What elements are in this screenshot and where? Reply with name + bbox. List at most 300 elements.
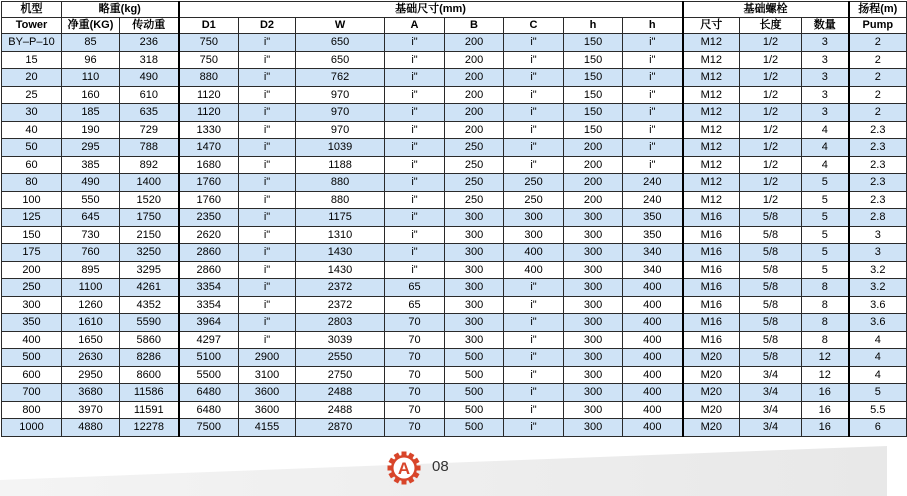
table-cell: BY–P–10 bbox=[2, 34, 62, 52]
table-cell: 300 bbox=[564, 401, 623, 419]
table-row bbox=[2, 209, 907, 227]
table-cell: 2 bbox=[849, 104, 907, 122]
table-cell: 12278 bbox=[120, 419, 179, 437]
table-cell: 5100 bbox=[179, 349, 239, 367]
table-cell: i" bbox=[239, 51, 296, 69]
table-cell: 5/8 bbox=[740, 244, 802, 262]
table-cell: 70 bbox=[385, 331, 445, 349]
table-cell: i" bbox=[623, 156, 683, 174]
table-cell: 70 bbox=[385, 314, 445, 332]
table-cell: 5860 bbox=[120, 331, 179, 349]
table-cell: i" bbox=[239, 139, 296, 157]
table-cell: 8 bbox=[802, 314, 849, 332]
table-cell: 2372 bbox=[296, 279, 385, 297]
table-cell: 300 bbox=[564, 331, 623, 349]
table-cell: 240 bbox=[623, 191, 683, 209]
table-row bbox=[2, 349, 907, 367]
table-cell: 3970 bbox=[62, 401, 120, 419]
table-cell: 200 bbox=[564, 139, 623, 157]
table-cell: 400 bbox=[623, 314, 683, 332]
table-cell: 300 bbox=[564, 209, 623, 227]
table-cell: 4 bbox=[849, 331, 907, 349]
table-cell: 1330 bbox=[179, 121, 239, 139]
table-cell: i" bbox=[239, 174, 296, 192]
table-cell: i" bbox=[504, 51, 564, 69]
table-cell: 200 bbox=[564, 156, 623, 174]
table-cell: 3600 bbox=[239, 401, 296, 419]
table-cell: 190 bbox=[62, 121, 120, 139]
table-cell: 2860 bbox=[179, 244, 239, 262]
table-cell: M16 bbox=[683, 244, 740, 262]
table-cell: 300 bbox=[504, 226, 564, 244]
table-cell: 2 bbox=[849, 86, 907, 104]
table-cell: M16 bbox=[683, 279, 740, 297]
table-cell: 5.5 bbox=[849, 401, 907, 419]
table-cell: 300 bbox=[445, 226, 504, 244]
header-h1: h bbox=[564, 18, 623, 34]
table-cell: 300 bbox=[445, 261, 504, 279]
header-foundation-group: 基础尺寸(mm) bbox=[179, 2, 683, 18]
table-row bbox=[2, 34, 907, 52]
table-cell: 5 bbox=[802, 191, 849, 209]
table-cell: 12 bbox=[802, 349, 849, 367]
table-cell: 200 bbox=[445, 69, 504, 87]
table-cell: 200 bbox=[445, 121, 504, 139]
table-cell: 1/2 bbox=[740, 69, 802, 87]
table-cell: 1750 bbox=[120, 209, 179, 227]
table-cell: M16 bbox=[683, 296, 740, 314]
table-row bbox=[2, 86, 907, 104]
page-footer bbox=[0, 440, 887, 496]
table-cell: i" bbox=[623, 139, 683, 157]
table-cell: 25 bbox=[2, 86, 62, 104]
table-cell: 250 bbox=[445, 156, 504, 174]
table-cell: 490 bbox=[62, 174, 120, 192]
table-cell: 300 bbox=[445, 331, 504, 349]
table-cell: 50 bbox=[2, 139, 62, 157]
table-cell: M20 bbox=[683, 384, 740, 402]
table-cell: 300 bbox=[445, 279, 504, 297]
table-cell: 70 bbox=[385, 366, 445, 384]
header-c: C bbox=[504, 18, 564, 34]
table-cell: i" bbox=[385, 121, 445, 139]
table-cell: i" bbox=[623, 69, 683, 87]
table-cell: 2.8 bbox=[849, 209, 907, 227]
table-cell: 3964 bbox=[179, 314, 239, 332]
header-h2: h bbox=[623, 18, 683, 34]
table-cell: 300 bbox=[445, 244, 504, 262]
table-cell: i" bbox=[239, 296, 296, 314]
table-cell: 3295 bbox=[120, 261, 179, 279]
table-row bbox=[2, 384, 907, 402]
table-row bbox=[2, 191, 907, 209]
table-cell: i" bbox=[385, 139, 445, 157]
table-cell: 11586 bbox=[120, 384, 179, 402]
table-cell: 400 bbox=[623, 279, 683, 297]
table-cell: 6 bbox=[849, 419, 907, 437]
table-cell: 400 bbox=[623, 419, 683, 437]
table-cell: 2150 bbox=[120, 226, 179, 244]
table-row bbox=[2, 314, 907, 332]
table-cell: 5 bbox=[802, 209, 849, 227]
table-cell: 1680 bbox=[179, 156, 239, 174]
table-cell: 1/2 bbox=[740, 174, 802, 192]
table-cell: 16 bbox=[802, 419, 849, 437]
table-cell: 20 bbox=[2, 69, 62, 87]
table-cell: 70 bbox=[385, 384, 445, 402]
table-cell: M12 bbox=[683, 156, 740, 174]
table-cell: 160 bbox=[62, 86, 120, 104]
table-cell: 2.3 bbox=[849, 121, 907, 139]
table-cell: 1400 bbox=[120, 174, 179, 192]
table-cell: 400 bbox=[623, 384, 683, 402]
table-cell: 3 bbox=[849, 244, 907, 262]
table-cell: 2870 bbox=[296, 419, 385, 437]
table-cell: 1100 bbox=[62, 279, 120, 297]
table-cell: 400 bbox=[623, 401, 683, 419]
table-cell: 2372 bbox=[296, 296, 385, 314]
table-cell: 3680 bbox=[62, 384, 120, 402]
table-cell: 70 bbox=[385, 401, 445, 419]
table-cell: 5/8 bbox=[740, 226, 802, 244]
table-cell: i" bbox=[623, 51, 683, 69]
table-cell: 6480 bbox=[179, 401, 239, 419]
table-cell: 650 bbox=[296, 34, 385, 52]
table-cell: 175 bbox=[2, 244, 62, 262]
table-cell: i" bbox=[239, 104, 296, 122]
table-cell: 600 bbox=[2, 366, 62, 384]
table-cell: 4 bbox=[802, 139, 849, 157]
table-cell: 400 bbox=[504, 244, 564, 262]
table-cell: 3/4 bbox=[740, 419, 802, 437]
table-cell: 1760 bbox=[179, 174, 239, 192]
table-cell: 5/8 bbox=[740, 349, 802, 367]
table-cell: i" bbox=[504, 384, 564, 402]
table-cell: 8600 bbox=[120, 366, 179, 384]
table-cell: 2 bbox=[849, 34, 907, 52]
table-cell: 750 bbox=[179, 34, 239, 52]
table-cell: 970 bbox=[296, 121, 385, 139]
table-cell: 2488 bbox=[296, 401, 385, 419]
table-cell: 150 bbox=[564, 51, 623, 69]
table-row bbox=[2, 244, 907, 262]
table-cell: i" bbox=[504, 401, 564, 419]
table-cell: i" bbox=[239, 226, 296, 244]
header-tower-cn: 机型 bbox=[2, 2, 62, 18]
table-cell: 150 bbox=[564, 69, 623, 87]
table-cell: 318 bbox=[120, 51, 179, 69]
table-cell: 110 bbox=[62, 69, 120, 87]
table-cell: 700 bbox=[2, 384, 62, 402]
table-cell: 16 bbox=[802, 384, 849, 402]
table-row bbox=[2, 279, 907, 297]
table-cell: 300 bbox=[564, 296, 623, 314]
table-cell: 1/2 bbox=[740, 121, 802, 139]
table-cell: 1/2 bbox=[740, 51, 802, 69]
table-row bbox=[2, 174, 907, 192]
table-cell: i" bbox=[504, 121, 564, 139]
table-cell: 730 bbox=[62, 226, 120, 244]
table-cell: M12 bbox=[683, 121, 740, 139]
table-cell: 2.3 bbox=[849, 174, 907, 192]
table-cell: 3 bbox=[802, 86, 849, 104]
table-cell: 729 bbox=[120, 121, 179, 139]
table-cell: 1/2 bbox=[740, 104, 802, 122]
table-cell: 250 bbox=[445, 191, 504, 209]
table-cell: 5 bbox=[802, 261, 849, 279]
header-drive-weight: 传动重 bbox=[120, 18, 179, 34]
table-cell: M16 bbox=[683, 261, 740, 279]
header-a: A bbox=[385, 18, 445, 34]
table-cell: 300 bbox=[445, 209, 504, 227]
table-cell: 1430 bbox=[296, 244, 385, 262]
header-d2: D2 bbox=[239, 18, 296, 34]
table-cell: 3 bbox=[802, 104, 849, 122]
header-weight-group: 略重(kg) bbox=[62, 2, 179, 18]
table-cell: i" bbox=[239, 314, 296, 332]
table-cell: 762 bbox=[296, 69, 385, 87]
table-cell: i" bbox=[504, 331, 564, 349]
table-cell: i" bbox=[239, 34, 296, 52]
table-cell: 200 bbox=[445, 104, 504, 122]
table-cell: i" bbox=[504, 419, 564, 437]
table-cell: 2860 bbox=[179, 261, 239, 279]
table-cell: i" bbox=[385, 244, 445, 262]
table-cell: 300 bbox=[504, 209, 564, 227]
table-cell: 7500 bbox=[179, 419, 239, 437]
table-cell: 15 bbox=[2, 51, 62, 69]
table-cell: 350 bbox=[623, 209, 683, 227]
table-cell: i" bbox=[504, 156, 564, 174]
table-cell: 2.3 bbox=[849, 191, 907, 209]
table-cell: i" bbox=[504, 279, 564, 297]
table-cell: 892 bbox=[120, 156, 179, 174]
table-cell: M12 bbox=[683, 174, 740, 192]
table-cell: 3600 bbox=[239, 384, 296, 402]
header-w: W bbox=[296, 18, 385, 34]
table-cell: M20 bbox=[683, 419, 740, 437]
table-cell: 200 bbox=[2, 261, 62, 279]
table-cell: 1175 bbox=[296, 209, 385, 227]
table-cell: i" bbox=[504, 314, 564, 332]
table-cell: 5/8 bbox=[740, 314, 802, 332]
table-row bbox=[2, 419, 907, 437]
table-cell: i" bbox=[504, 104, 564, 122]
table-cell: 2 bbox=[849, 51, 907, 69]
table-cell: 150 bbox=[564, 34, 623, 52]
header-net-weight: 净重(KG) bbox=[62, 18, 120, 34]
table-cell: 3250 bbox=[120, 244, 179, 262]
table-cell: 340 bbox=[623, 244, 683, 262]
table-cell: i" bbox=[385, 156, 445, 174]
table-cell: 125 bbox=[2, 209, 62, 227]
header-tower-en: Tower bbox=[2, 18, 62, 34]
table-cell: i" bbox=[239, 191, 296, 209]
table-cell: 3 bbox=[802, 34, 849, 52]
table-cell: M20 bbox=[683, 349, 740, 367]
table-cell: 550 bbox=[62, 191, 120, 209]
table-cell: 150 bbox=[564, 121, 623, 139]
table-cell: 60 bbox=[2, 156, 62, 174]
table-row bbox=[2, 401, 907, 419]
table-cell: 40 bbox=[2, 121, 62, 139]
table-cell: 3039 bbox=[296, 331, 385, 349]
table-cell: 300 bbox=[564, 244, 623, 262]
table-cell: 1/2 bbox=[740, 34, 802, 52]
table-row bbox=[2, 331, 907, 349]
table-cell: 1/2 bbox=[740, 156, 802, 174]
table-cell: i" bbox=[623, 34, 683, 52]
table-cell: 300 bbox=[564, 366, 623, 384]
table-row bbox=[2, 121, 907, 139]
header-bolt-group: 基础螺栓 bbox=[683, 2, 849, 18]
table-cell: 300 bbox=[564, 279, 623, 297]
table-cell: 70 bbox=[385, 349, 445, 367]
table-cell: 4155 bbox=[239, 419, 296, 437]
table-cell: 200 bbox=[564, 174, 623, 192]
table-cell: 8 bbox=[802, 296, 849, 314]
table-cell: i" bbox=[385, 209, 445, 227]
table-cell: 250 bbox=[2, 279, 62, 297]
table-cell: 2550 bbox=[296, 349, 385, 367]
table-cell: 300 bbox=[564, 419, 623, 437]
table-cell: 1610 bbox=[62, 314, 120, 332]
table-row bbox=[2, 104, 907, 122]
table-cell: 880 bbox=[296, 191, 385, 209]
table-cell: 650 bbox=[296, 51, 385, 69]
header-pump-cn: 扬程(m) bbox=[849, 2, 907, 18]
table-cell: 65 bbox=[385, 296, 445, 314]
table-cell: M16 bbox=[683, 226, 740, 244]
specification-table bbox=[1, 1, 907, 437]
table-cell: i" bbox=[239, 261, 296, 279]
table-cell: 1/2 bbox=[740, 139, 802, 157]
table-cell: 200 bbox=[445, 51, 504, 69]
table-cell: M16 bbox=[683, 209, 740, 227]
table-cell: 5/8 bbox=[740, 279, 802, 297]
table-cell: 80 bbox=[2, 174, 62, 192]
table-cell: 500 bbox=[445, 401, 504, 419]
table-cell: i" bbox=[623, 121, 683, 139]
table-cell: 200 bbox=[445, 34, 504, 52]
table-cell: 250 bbox=[445, 174, 504, 192]
table-cell: i" bbox=[385, 261, 445, 279]
table-cell: 1/2 bbox=[740, 191, 802, 209]
table-cell: 3.2 bbox=[849, 261, 907, 279]
table-cell: 5/8 bbox=[740, 331, 802, 349]
table-cell: 6480 bbox=[179, 384, 239, 402]
table-cell: 236 bbox=[120, 34, 179, 52]
table-cell: 5/8 bbox=[740, 261, 802, 279]
table-row bbox=[2, 139, 907, 157]
table-cell: 1650 bbox=[62, 331, 120, 349]
table-cell: 750 bbox=[179, 51, 239, 69]
table-cell: i" bbox=[385, 69, 445, 87]
table-cell: 610 bbox=[120, 86, 179, 104]
table-cell: 2350 bbox=[179, 209, 239, 227]
table-cell: i" bbox=[504, 34, 564, 52]
table-cell: 4261 bbox=[120, 279, 179, 297]
table-cell: 30 bbox=[2, 104, 62, 122]
table-cell: 788 bbox=[120, 139, 179, 157]
table-cell: i" bbox=[385, 191, 445, 209]
table-cell: M12 bbox=[683, 191, 740, 209]
table-cell: 400 bbox=[504, 261, 564, 279]
table-cell: 65 bbox=[385, 279, 445, 297]
table-cell: 1310 bbox=[296, 226, 385, 244]
table-cell: 2900 bbox=[239, 349, 296, 367]
table-cell: 5/8 bbox=[740, 296, 802, 314]
table-cell: 3/4 bbox=[740, 366, 802, 384]
table-cell: 250 bbox=[504, 174, 564, 192]
table-cell: 150 bbox=[2, 226, 62, 244]
table-cell: 2.3 bbox=[849, 139, 907, 157]
table-cell: 200 bbox=[445, 86, 504, 104]
table-cell: 185 bbox=[62, 104, 120, 122]
table-row bbox=[2, 261, 907, 279]
table-row bbox=[2, 69, 907, 87]
table-cell: 150 bbox=[564, 104, 623, 122]
table-cell: 3.2 bbox=[849, 279, 907, 297]
table-cell: M12 bbox=[683, 104, 740, 122]
table-cell: 2750 bbox=[296, 366, 385, 384]
table-cell: 295 bbox=[62, 139, 120, 157]
table-cell: M12 bbox=[683, 139, 740, 157]
table-cell: 5 bbox=[802, 226, 849, 244]
table-cell: 70 bbox=[385, 419, 445, 437]
gear-logo-icon bbox=[386, 450, 422, 486]
table-cell: 1430 bbox=[296, 261, 385, 279]
table-cell: 300 bbox=[564, 384, 623, 402]
table-cell: 880 bbox=[179, 69, 239, 87]
table-cell: i" bbox=[239, 279, 296, 297]
table-cell: 240 bbox=[623, 174, 683, 192]
table-cell: i" bbox=[239, 331, 296, 349]
table-cell: M16 bbox=[683, 314, 740, 332]
table-cell: 895 bbox=[62, 261, 120, 279]
table-row bbox=[2, 296, 907, 314]
table-cell: M12 bbox=[683, 69, 740, 87]
table-cell: i" bbox=[239, 121, 296, 139]
table-cell: 8 bbox=[802, 331, 849, 349]
table-cell: i" bbox=[385, 86, 445, 104]
table-cell: 300 bbox=[445, 314, 504, 332]
page-number: 08 bbox=[432, 458, 449, 475]
table-cell: 8286 bbox=[120, 349, 179, 367]
table-cell: 635 bbox=[120, 104, 179, 122]
table-row bbox=[2, 366, 907, 384]
table-cell: 3100 bbox=[239, 366, 296, 384]
table-cell: 1520 bbox=[120, 191, 179, 209]
header-bolt-qty: 数量 bbox=[802, 18, 849, 34]
table-cell: 880 bbox=[296, 174, 385, 192]
table-cell: 1760 bbox=[179, 191, 239, 209]
table-cell: 250 bbox=[504, 191, 564, 209]
table-cell: 970 bbox=[296, 86, 385, 104]
table-cell: 4 bbox=[849, 366, 907, 384]
table-cell: 85 bbox=[62, 34, 120, 52]
table-cell: 1039 bbox=[296, 139, 385, 157]
table-cell: 340 bbox=[623, 261, 683, 279]
table-cell: 760 bbox=[62, 244, 120, 262]
table-cell: 300 bbox=[564, 226, 623, 244]
table-cell: 2630 bbox=[62, 349, 120, 367]
table-cell: 300 bbox=[564, 349, 623, 367]
table-cell: 645 bbox=[62, 209, 120, 227]
table-cell: 350 bbox=[2, 314, 62, 332]
header-d1: D1 bbox=[179, 18, 239, 34]
table-cell: 3/4 bbox=[740, 401, 802, 419]
